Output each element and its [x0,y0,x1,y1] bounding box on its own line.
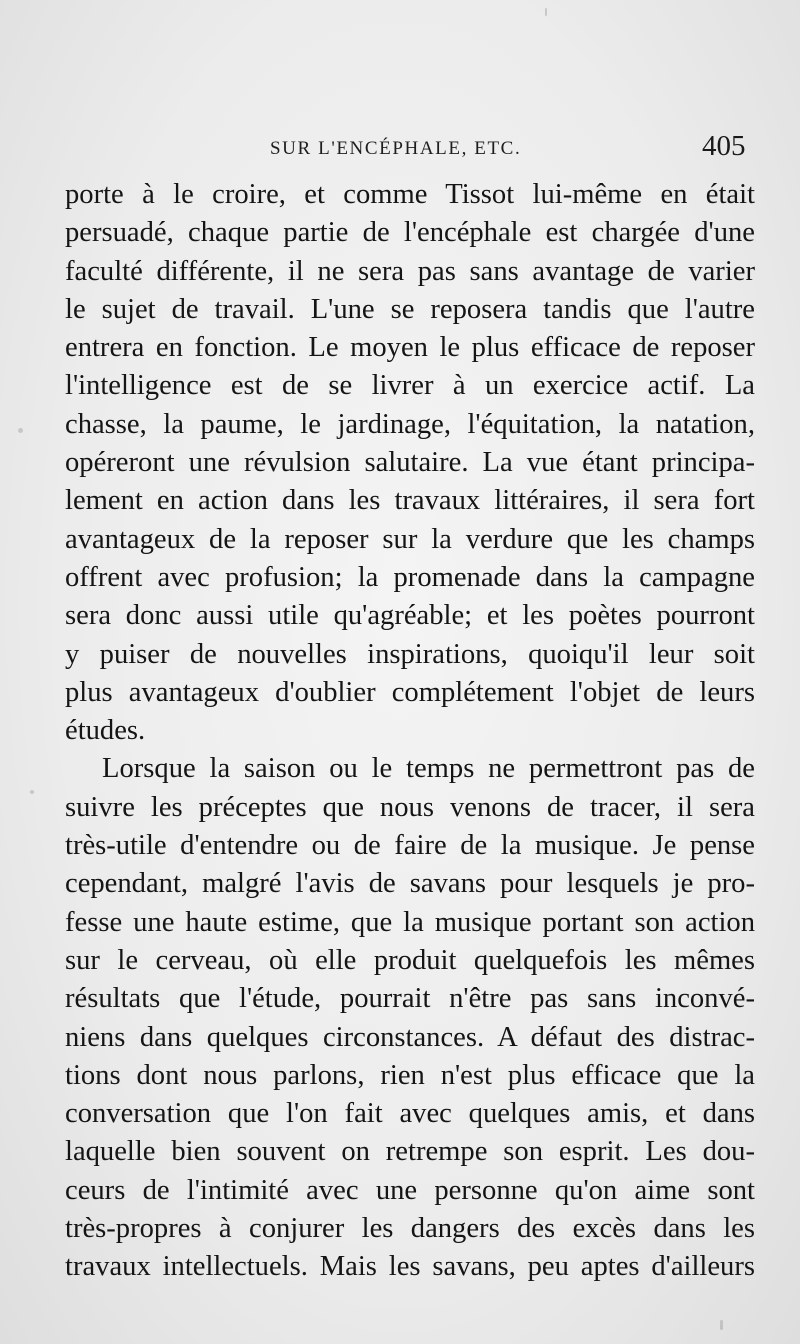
text-line: travaux intellectuels. Mais les savans, peu aptes d'ailleurs [65,1251,755,1283]
text-line: y puiser de nouvelles inspirations, quoiqu'il leur soit [65,638,755,670]
text-line: laquelle bien souvent on retrempe son esprit. Les dou- [65,1136,755,1168]
paper-speck [30,790,34,794]
text-line: opéreront une révulsion salutaire. La vue étant principa- [65,447,755,479]
text-line: avantageux de la reposer sur la verdure que les champs [65,523,755,555]
text-line: cependant, malgré l'avis de savans pour lesquels je pro- [65,868,755,900]
text-line: entrera en fonction. Le moyen le plus efficace de reposer [65,332,755,364]
text-line: offrent avec profusion; la promenade dans la campagne [65,561,755,593]
text-line: chasse, la paume, le jardinage, l'équitation, la natation, [65,408,755,440]
text-line: persuadé, chaque partie de l'encéphale est chargée d'une [65,217,755,249]
text-line: ceurs de l'intimité avec une personne qu'on aime sont [65,1174,755,1206]
text-line: porte à le croire, et comme Tissot lui-même en était [65,179,755,210]
paper-speck [545,8,547,16]
page-number: 405 [702,130,746,162]
paper-speck [720,1320,723,1330]
text-line: lement en action dans les travaux littéraires, il sera fort [65,485,755,517]
text-line: résultats que l'étude, pourrait n'être pas sans inconvé- [65,983,755,1015]
text-line: fesse une haute estime, que la musique portant son action [65,906,755,938]
text-line: Lorsque la saison ou le temps ne permettront pas de [102,753,755,785]
text-line: très-utile d'entendre ou de faire de la musique. Je pense [65,830,755,862]
text-line: conversation que l'on fait avec quelques amis, et dans [65,1098,755,1130]
text-line: très-propres à conjurer les dangers des excès dans les [65,1213,755,1245]
text-line: sera donc aussi utile qu'agréable; et les poètes pourront [65,600,755,632]
running-head: SUR L'ENCÉPHALE, ETC. [270,138,522,159]
text-line: niens dans quelques circonstances. A défaut des distrac- [65,1021,755,1053]
text-line: faculté différente, il ne sera pas sans avantage de varier [65,255,755,287]
text-line: plus avantageux d'oublier complétement l'objet de leurs [65,676,755,708]
text-line: suivre les préceptes que nous venons de tracer, il sera [65,791,755,823]
text-line: sur le cerveau, où elle produit quelquefois les mêmes [65,944,755,976]
text-line: tions dont nous parlons, rien n'est plus efficace que la [65,1059,755,1091]
text-line: l'intelligence est de se livrer à un exercice actif. La [65,370,755,402]
page-body [65,176,755,1287]
text-line: le sujet de travail. L'une se reposera tandis que l'autre [65,293,755,325]
text-line: études. [65,715,146,747]
paper-speck [18,428,23,433]
